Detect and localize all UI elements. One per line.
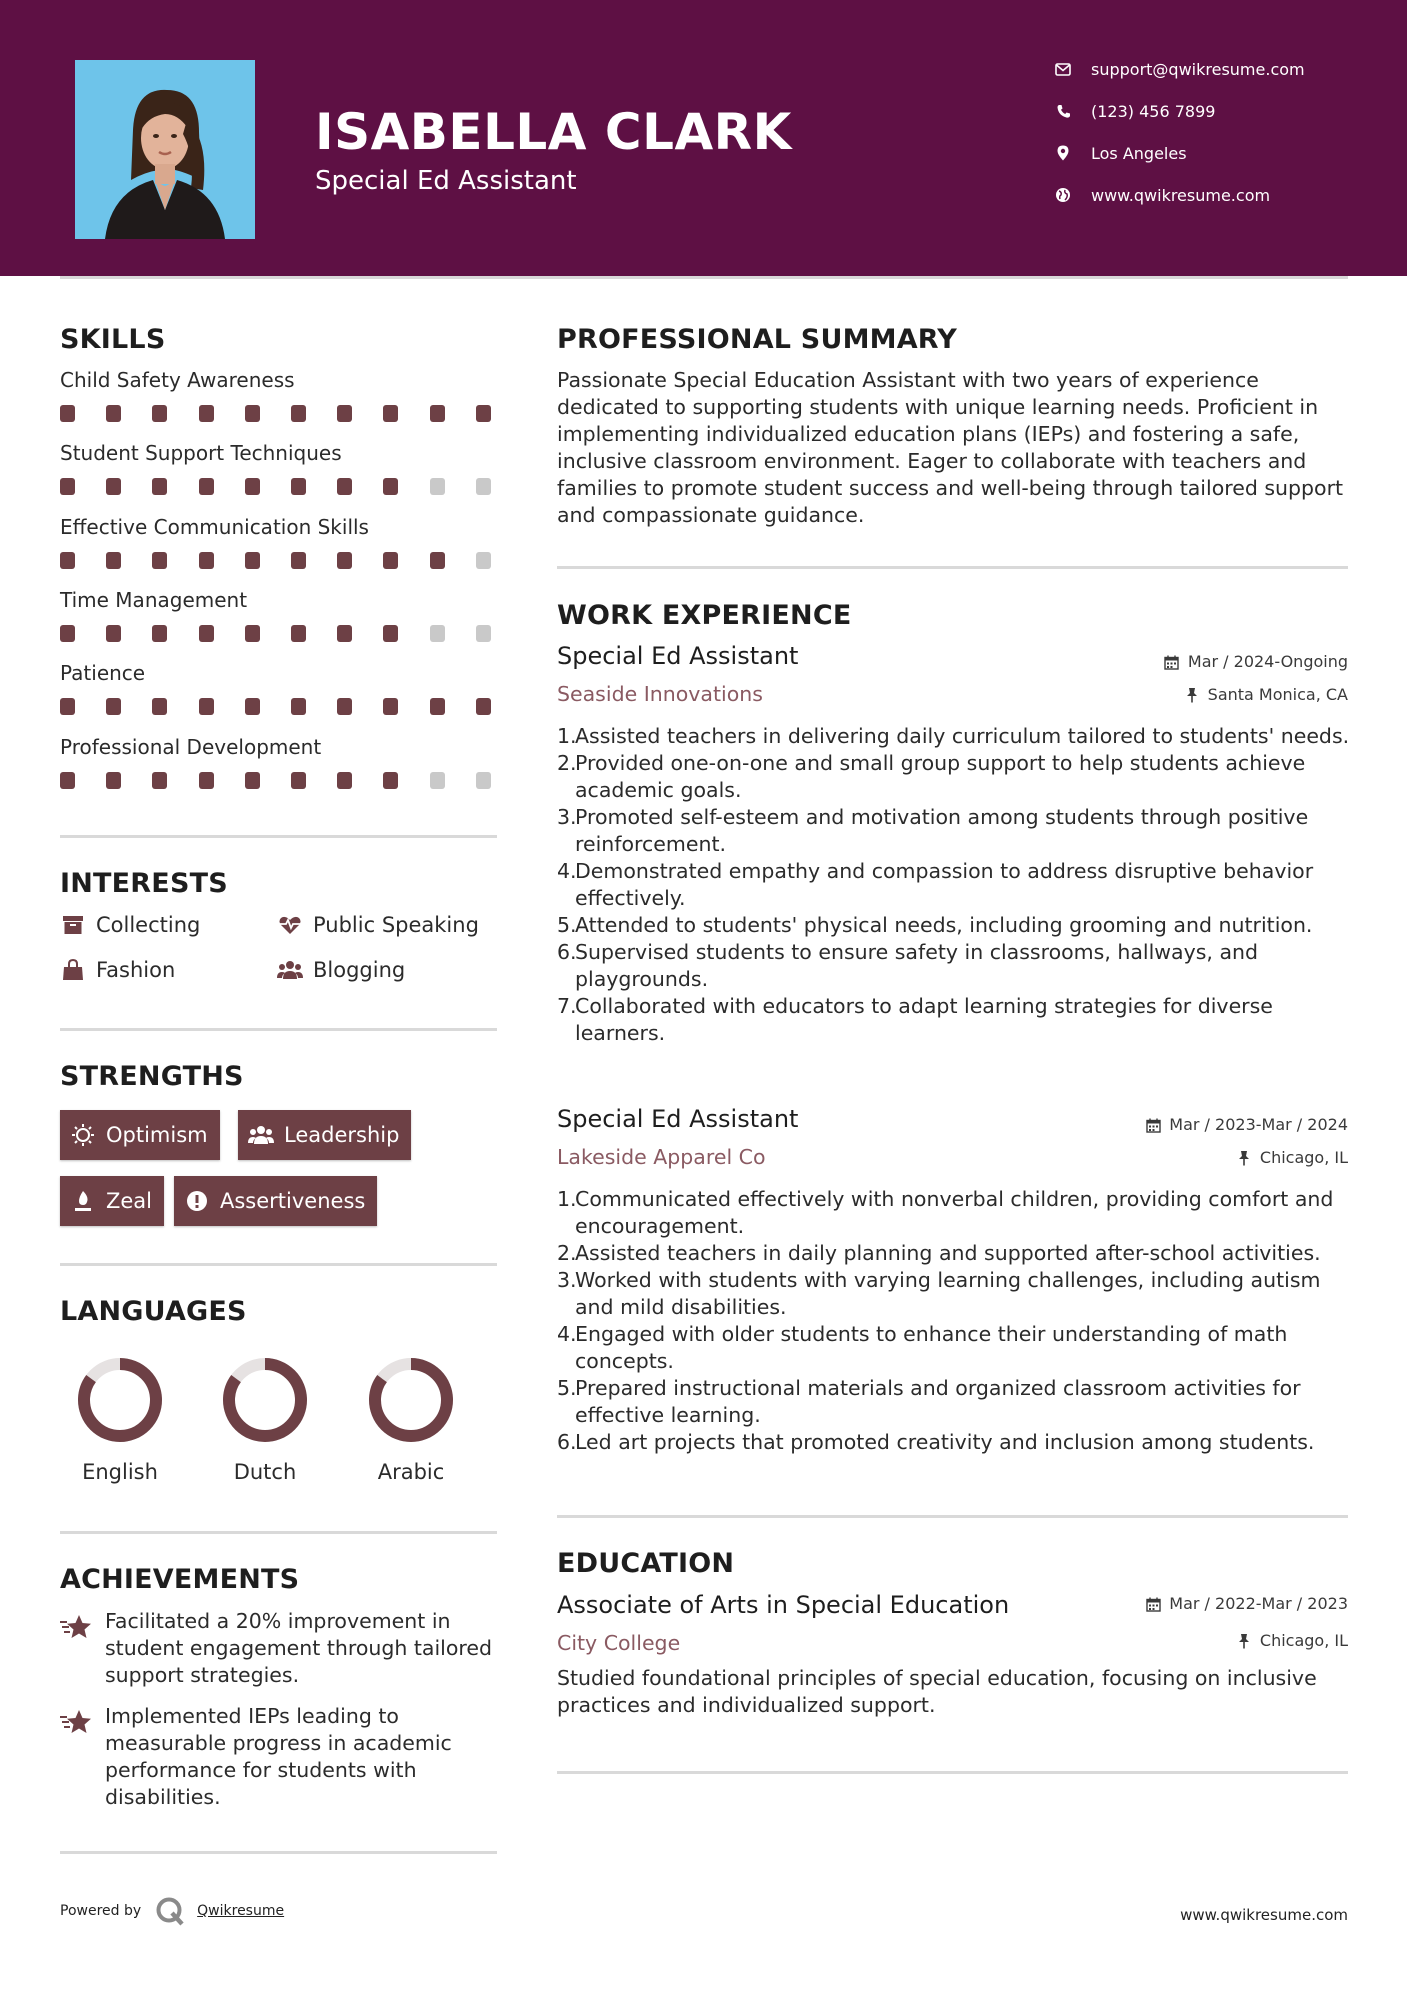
degree-title: Associate of Arts in Special Education xyxy=(557,1591,1010,1619)
job-duties-list xyxy=(557,1186,1365,1456)
rating-dot-filled xyxy=(199,625,214,642)
rating-dot-filled xyxy=(383,478,398,495)
rating-dot-empty xyxy=(476,478,491,495)
rating-dot-filled xyxy=(337,625,352,642)
star-icon xyxy=(60,1614,94,1642)
skills-heading: SKILLS xyxy=(60,324,166,355)
summary-text: Passionate Special Education Assistant with two years of experience dedicated to supporting students with unique learning needs. Proficient in implementing individualized education plans (IEPs) and fostering a safe, inclusive classroom environment. Eager to collaborate with teachers and families to promote student success and well-being through tailored support and compassionate guidance. xyxy=(557,368,1344,527)
pushpin-icon xyxy=(1236,1150,1252,1166)
calendar-icon xyxy=(1145,1117,1161,1133)
interest-item-blogging xyxy=(277,956,405,984)
skill-rating xyxy=(60,772,500,790)
strength-label: Assertiveness xyxy=(220,1189,366,1213)
divider xyxy=(557,566,1348,569)
divider xyxy=(60,1851,497,1854)
job-dates xyxy=(1145,1115,1348,1135)
rating-dot-filled xyxy=(245,552,260,569)
candidate-name: ISABELLA CLARK xyxy=(315,103,792,161)
language-label: Dutch xyxy=(233,1460,297,1484)
language-donut xyxy=(217,1352,313,1448)
job-location xyxy=(1184,685,1348,705)
interest-item-collecting xyxy=(60,911,200,939)
rating-dot-filled xyxy=(60,625,75,642)
pushpin-icon xyxy=(1236,1633,1252,1649)
rating-dot-filled xyxy=(430,698,445,715)
rating-dot-empty xyxy=(430,772,445,789)
skill-name: Patience xyxy=(60,661,146,685)
header-divider xyxy=(60,276,1348,279)
skill-rating xyxy=(60,625,500,643)
company-name: Lakeside Apparel Co xyxy=(557,1145,766,1169)
rating-dot-filled xyxy=(106,772,121,789)
rating-dot-filled xyxy=(383,625,398,642)
skill-name: Student Support Techniques xyxy=(60,441,342,465)
rating-dot-filled xyxy=(199,772,214,789)
skill-name: Professional Development xyxy=(60,735,322,759)
rating-dot-filled xyxy=(245,625,260,642)
rating-dot-filled xyxy=(337,478,352,495)
sun-icon xyxy=(70,1122,96,1148)
map-pin-icon xyxy=(1053,143,1073,163)
star-icon xyxy=(60,1709,94,1737)
skill-name: Effective Communication Skills xyxy=(60,515,369,539)
rating-dot-empty xyxy=(476,625,491,642)
strength-label: Zeal xyxy=(106,1189,153,1213)
contact-phone-text: (123) 456 7899 xyxy=(1091,101,1216,121)
rating-dot-empty xyxy=(430,478,445,495)
fire-icon xyxy=(70,1188,96,1214)
rating-dot-filled xyxy=(152,405,167,422)
interest-label: Collecting xyxy=(96,913,201,937)
rating-dot-filled xyxy=(106,405,121,422)
skill-rating xyxy=(60,405,500,423)
rating-dot-filled xyxy=(60,478,75,495)
interest-label: Public Speaking xyxy=(313,913,479,937)
qwikresume-link[interactable]: Qwikresume xyxy=(197,1903,285,1919)
list-item: Attended to students' physical needs, including grooming and nutrition. xyxy=(575,913,1313,937)
skill-name: Child Safety Awareness xyxy=(60,368,295,392)
experience-heading: WORK EXPERIENCE xyxy=(557,600,852,631)
divider xyxy=(557,1771,1348,1774)
profile-photo xyxy=(75,60,255,239)
job-location-text: Santa Monica, CA xyxy=(1207,685,1348,704)
rating-dot-filled xyxy=(291,772,306,789)
pushpin-icon xyxy=(1184,687,1200,703)
list-item: Prepared instructional materials and organized classroom activities for effective learning. xyxy=(575,1376,1301,1427)
rating-dot-filled xyxy=(476,698,491,715)
skill-rating xyxy=(60,478,500,496)
list-item: Demonstrated empathy and compassion to address disruptive behavior effectively. xyxy=(575,859,1314,910)
divider xyxy=(60,1263,497,1266)
contact-location xyxy=(1053,141,1187,165)
summary-heading: PROFESSIONAL SUMMARY xyxy=(557,324,958,355)
education-dates xyxy=(1145,1594,1348,1614)
shopping-bag-icon xyxy=(60,958,86,982)
education-dates-text: Mar / 2022-Mar / 2023 xyxy=(1169,1594,1348,1613)
skill-name: Time Management xyxy=(60,588,248,612)
interest-label: Fashion xyxy=(96,958,176,982)
rating-dot-filled xyxy=(60,405,75,422)
rating-dot-filled xyxy=(60,772,75,789)
divider xyxy=(557,1515,1348,1518)
rating-dot-filled xyxy=(337,405,352,422)
rating-dot-filled xyxy=(430,405,445,422)
rating-dot-empty xyxy=(476,552,491,569)
rating-dot-filled xyxy=(245,405,260,422)
rating-dot-filled xyxy=(199,698,214,715)
rating-dot-filled xyxy=(199,478,214,495)
achievements-heading: ACHIEVEMENTS xyxy=(60,1564,300,1595)
list-item: Engaged with older students to enhance their understanding of math concepts. xyxy=(575,1322,1288,1373)
footer-powered-by xyxy=(60,1896,284,1926)
rating-dot-filled xyxy=(291,478,306,495)
contact-email[interactable] xyxy=(1053,57,1305,81)
rating-dot-filled xyxy=(476,405,491,422)
rating-dot-filled xyxy=(152,552,167,569)
rating-dot-filled xyxy=(60,698,75,715)
education-location-text: Chicago, IL xyxy=(1259,1631,1348,1650)
interests-heading: INTERESTS xyxy=(60,868,228,899)
job-dates-text: Mar / 2024-Ongoing xyxy=(1187,652,1348,671)
rating-dot-filled xyxy=(291,625,306,642)
rating-dot-filled xyxy=(199,552,214,569)
list-item: Led art projects that promoted creativity and inclusion among students. xyxy=(575,1430,1315,1454)
heartbeat-icon xyxy=(277,913,303,937)
interest-label: Blogging xyxy=(313,958,406,982)
rating-dot-filled xyxy=(337,772,352,789)
envelope-icon xyxy=(1053,59,1073,79)
contact-phone[interactable] xyxy=(1053,99,1215,123)
rating-dot-filled xyxy=(383,405,398,422)
divider xyxy=(60,1028,497,1031)
rating-dot-filled xyxy=(152,698,167,715)
job-title: Special Ed Assistant xyxy=(557,1105,799,1133)
skill-rating xyxy=(60,698,500,716)
strength-label: Leadership xyxy=(284,1123,400,1147)
strength-badge-zeal xyxy=(60,1176,164,1226)
footer-website[interactable]: www.qwikresume.com xyxy=(1180,1906,1348,1924)
rating-dot-filled xyxy=(245,772,260,789)
rating-dot-filled xyxy=(106,625,121,642)
achievement-text: Facilitated a 20% improvement in student engagement through tailored support strategies. xyxy=(105,1609,493,1687)
language-label: Arabic xyxy=(377,1460,445,1484)
rating-dot-filled xyxy=(152,478,167,495)
job-title: Special Ed Assistant xyxy=(557,642,799,670)
contact-website[interactable] xyxy=(1053,183,1270,207)
list-item: Promoted self-esteem and motivation among students through positive reinforcement. xyxy=(575,805,1309,856)
job-duties-list xyxy=(557,723,1365,1047)
rating-dot-filled xyxy=(383,772,398,789)
candidate-role: Special Ed Assistant xyxy=(315,166,577,196)
archive-icon xyxy=(60,913,86,937)
rating-dot-filled xyxy=(383,552,398,569)
list-item: Assisted teachers in daily planning and supported after-school activities. xyxy=(575,1241,1321,1265)
rating-dot-filled xyxy=(430,552,445,569)
rating-dot-filled xyxy=(291,698,306,715)
job-dates xyxy=(1164,652,1348,672)
rating-dot-filled xyxy=(106,552,121,569)
company-name: Seaside Innovations xyxy=(557,682,763,706)
contact-location-text: Los Angeles xyxy=(1091,143,1187,163)
exclamation-circle-icon xyxy=(184,1188,210,1214)
skill-rating xyxy=(60,552,500,570)
list-item: Provided one-on-one and small group support to help students achieve academic goals. xyxy=(575,751,1306,802)
contact-email-text: support@qwikresume.com xyxy=(1091,59,1305,79)
list-item: Worked with students with varying learning challenges, including autism and mild disabilities. xyxy=(575,1268,1321,1319)
rating-dot-filled xyxy=(60,552,75,569)
rating-dot-filled xyxy=(199,405,214,422)
globe-icon xyxy=(1053,185,1073,205)
contact-website-text: www.qwikresume.com xyxy=(1091,185,1271,205)
powered-by-label: Powered by xyxy=(60,1903,142,1919)
education-description: Studied foundational principles of special education, focusing on inclusive practices and individualized support. xyxy=(557,1666,1317,1717)
calendar-icon xyxy=(1164,654,1180,670)
strength-badge-leadership xyxy=(238,1110,411,1160)
rating-dot-filled xyxy=(106,698,121,715)
interest-item-fashion xyxy=(60,956,175,984)
rating-dot-filled xyxy=(337,698,352,715)
list-item: Supervised students to ensure safety in classrooms, hallways, and playgrounds. xyxy=(575,940,1259,991)
users-icon xyxy=(248,1122,274,1148)
job-dates-text: Mar / 2023-Mar / 2024 xyxy=(1169,1115,1348,1134)
list-item: Collaborated with educators to adapt learning strategies for diverse learners. xyxy=(575,994,1273,1045)
strength-badge-assertiveness xyxy=(174,1176,377,1226)
divider xyxy=(60,835,497,838)
education-heading: EDUCATION xyxy=(557,1548,735,1579)
language-donut xyxy=(72,1352,168,1448)
strength-label: Optimism xyxy=(106,1123,208,1147)
language-donut xyxy=(363,1352,459,1448)
interest-item-public-speaking xyxy=(277,911,479,939)
users-icon xyxy=(277,958,303,982)
calendar-icon xyxy=(1145,1596,1161,1612)
strength-badge-optimism xyxy=(60,1110,220,1160)
job-location-text: Chicago, IL xyxy=(1259,1148,1348,1167)
rating-dot-empty xyxy=(476,772,491,789)
list-item: Assisted teachers in delivering daily curriculum tailored to students' needs. xyxy=(575,724,1350,748)
list-item: Communicated effectively with nonverbal children, providing comfort and encouragement. xyxy=(575,1187,1334,1238)
job-location xyxy=(1236,1148,1348,1168)
rating-dot-filled xyxy=(337,552,352,569)
rating-dot-filled xyxy=(291,405,306,422)
rating-dot-filled xyxy=(291,552,306,569)
rating-dot-empty xyxy=(430,625,445,642)
rating-dot-filled xyxy=(383,698,398,715)
rating-dot-filled xyxy=(245,478,260,495)
header-banner xyxy=(0,0,1407,276)
rating-dot-filled xyxy=(106,478,121,495)
school-name: City College xyxy=(557,1631,681,1655)
achievement-text: Implemented IEPs leading to measurable progress in academic performance for students with disabilities. xyxy=(105,1704,452,1809)
qwikresume-logo-icon xyxy=(155,1896,185,1926)
languages-heading: LANGUAGES xyxy=(60,1296,247,1327)
divider xyxy=(60,1531,497,1534)
language-label: English xyxy=(82,1460,158,1484)
strengths-heading: STRENGTHS xyxy=(60,1061,244,1092)
phone-icon xyxy=(1053,101,1073,121)
rating-dot-filled xyxy=(152,625,167,642)
education-location xyxy=(1236,1631,1348,1651)
rating-dot-filled xyxy=(245,698,260,715)
rating-dot-filled xyxy=(152,772,167,789)
